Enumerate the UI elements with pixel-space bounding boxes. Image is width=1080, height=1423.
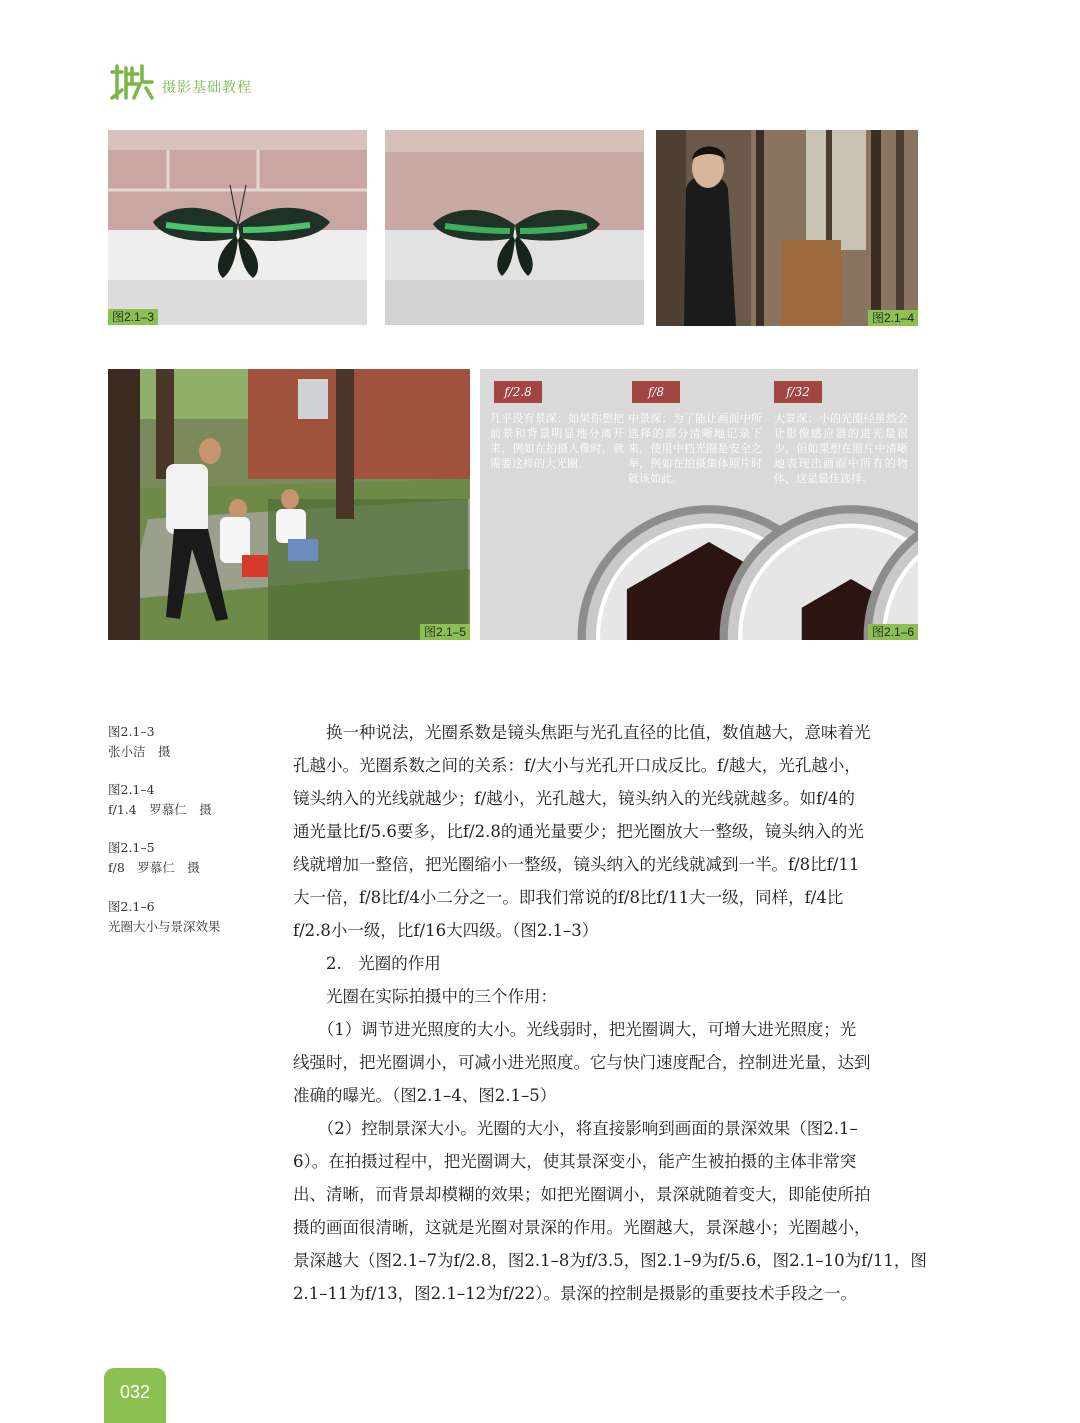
caption-fig-2-1-6: 图2.1–6 光圈大小与景深效果 [108, 899, 221, 934]
figure-label: 图2.1–4 [868, 310, 918, 326]
book-title: 摄影基础教程 [162, 80, 252, 96]
aperture-small-icon [776, 501, 918, 640]
aperture-description: 几乎没有景深：如果你想把前景和背景明显地分离开来，例如在拍摄人像时，就需要这样的大光圈。 [490, 412, 624, 470]
paragraph-aperture-ratio: 换一种说法，光圈系数是镜头焦距与光孔直径的比值，数值越大，意味着光 孔越小。光圈系数之间的关系：f/大小与光孔开口成反比。f/越大，光孔越小， 镜头纳入的光线就越少；f/越小，光孔越大，镜头纳入的光线就越多。如f/4的 通光量比f/5.6要多，比f/2.8的通光量要少；把光圈放大一整级，镜头纳入的光 线就增加一整倍，把光圈缩小一整级，镜头纳入的光线就减到一半。f/8比f/11 大一倍，f/8比f/4小二分之一。即我们常说的f/8比f/11大一级，同样，f/4比 f/2.8小一级，比f/16大四级。（图2.1–3） 2. 光圈的作用 光圈在实际拍摄中的三个作用： （1）调节进光照度的大小。光线弱时，把光圈调大，可增大进光照度；光 线强时，把光圈调小，可减小进光照度。它与快门速度配合，控制进光量，达到 准确的曝光。（图2.1–4、图2.1–5） （2）控制景深大小。光圈的大小，将直接影响到画面的景深效果（图2.1– 6）。在拍摄过程中，把光圈调大，使其景深变小，能产生被拍摄的主体非常突 出、清晰，而背景却模糊的效果；如把光圈调小，景深就随着变大，即能使所拍 摄的画面很清晰，这就是光圈对景深的作用。光圈越大，景深越小；光圈越小， 景深越大（图2.1–7为f/2.8，图2.1–8为f/3.5，图2.1–9为f/5.6，图2.1–10为f/11，图 2.1–11为f/13，图2.1–12为f/22）。景深的控制是摄影的重要技术手段之一。 [293, 723, 927, 1303]
publisher-logo-icon [108, 62, 154, 102]
caption-fig-2-1-5: 图2.1–5 f/8 罗慕仁 摄 [108, 840, 200, 875]
butterfly-photo-2 [385, 130, 644, 325]
aperture-description: 大景深：小的光圈径虽然会让影像感应器的进光量很少，但如果想在照片中清晰地表现出画面中所有的物体，这是最佳选择。 [774, 412, 908, 485]
figure-label: 图2.1–3 [108, 309, 158, 325]
family-tree-photo [108, 369, 470, 640]
figure-label: 图2.1–6 [868, 624, 918, 640]
caption-fig-2-1-3: 图2.1–3 张小洁 摄 [108, 724, 171, 759]
section-heading: 2. 光圈的作用 [293, 954, 441, 973]
page-number: 032 [104, 1368, 166, 1423]
aperture-diagram [480, 369, 918, 640]
portrait-photo [656, 130, 918, 326]
caption-fig-2-1-4: 图2.1–4 f/1.4 罗慕仁 摄 [108, 782, 212, 817]
butterfly-photo-1 [108, 130, 367, 325]
aperture-label: f/32 [774, 381, 822, 403]
aperture-label: f/2.8 [494, 381, 542, 403]
aperture-label: f/8 [632, 381, 680, 403]
figure-label: 图2.1–5 [420, 624, 470, 640]
aperture-description: 中景深：为了能让画面中所选择的部分清晰地记录下来，使用中档光圈是安全之举，例如在拍摄集体照片时就该如此。 [628, 412, 762, 485]
